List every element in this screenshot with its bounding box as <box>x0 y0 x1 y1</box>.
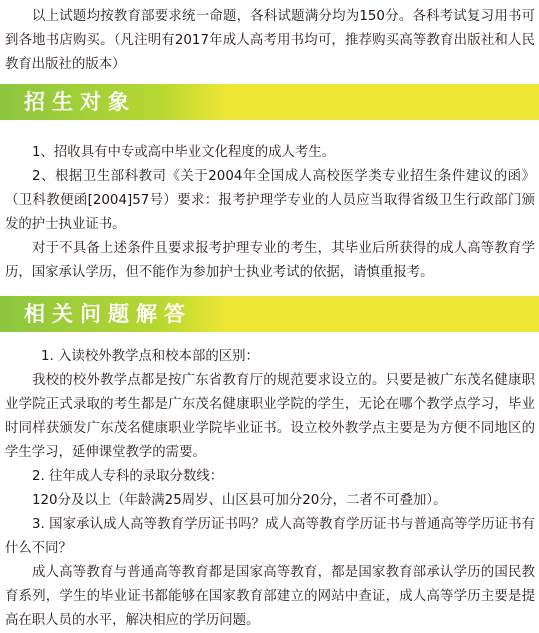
faq-question-2: 2. 往年成人专科的录取分数线： <box>32 469 224 484</box>
section-header-enrollment <box>0 84 539 120</box>
faq-answer-1: 我校的校外教学点都是按广东省教育厅的规范要求设立的。只要是被广东茂名健康职业学院正式录取的考生都是广东茂名健康职业学院的学生，无论在哪个教学点学习，毕业时同样获颁发广东茂名健康职业学院毕业证书。设立校外教学点主要是为方便不同地区的学生学习，延伸课堂教学的需要。 <box>5 373 535 460</box>
section-header-faq <box>0 296 539 332</box>
faq-answer-2: 120分及以上（年龄满25周岁、山区县可加分20分，二者不可叠加）。 <box>32 493 447 508</box>
enrollment-item-1: 1、招收具有中专或高中毕业文化程度的成人考生。 <box>32 145 336 160</box>
faq-question-3: 3. 国家承认成人高等教育学历证书吗？成人高等教育学历证书与普通高等学历证书有什么不同？ <box>5 517 535 556</box>
section-title-faq: 相关问题解答 <box>24 301 192 326</box>
intro-paragraph: 以上试题均按教育部要求统一命题，各科试题满分均为150分。各科考试复习用书可到各地书店购买。（凡注明有2017年成人高考用书均可，推荐购买高等教育出版社和人民教育出版社的版本） <box>5 9 535 72</box>
enrollment-note: 对于不具备上述条件且要求报考护理专业的考生，其毕业后所获得的成人高等教育学历，国家承认学历，但不能作为参加护士执业考试的依据，请慎重报考。 <box>5 241 535 280</box>
section-title-enrollment: 招生对象 <box>24 89 136 114</box>
faq-answer-3: 成人高等教育与普通高等教育都是国家高等教育，都是国家教育部承认学历的国民教育系列，学生的毕业证书都能够在国家教育部建立的网站中查证，成人高等学历主要是提高在职人员的水平，解决相应的学历问题。 <box>5 565 535 628</box>
faq-question-1: 1. 入读校外教学点和校本部的区别： <box>41 349 259 364</box>
enrollment-item-2: 2、根据卫生部科教司《关于2004年全国成人高校医学类专业招生条件建议的函》（卫科教便函[2004]57号）要求：报考护理学专业的人员应当取得省级卫生行政部门颁发的护士执业证书。 <box>5 169 535 232</box>
